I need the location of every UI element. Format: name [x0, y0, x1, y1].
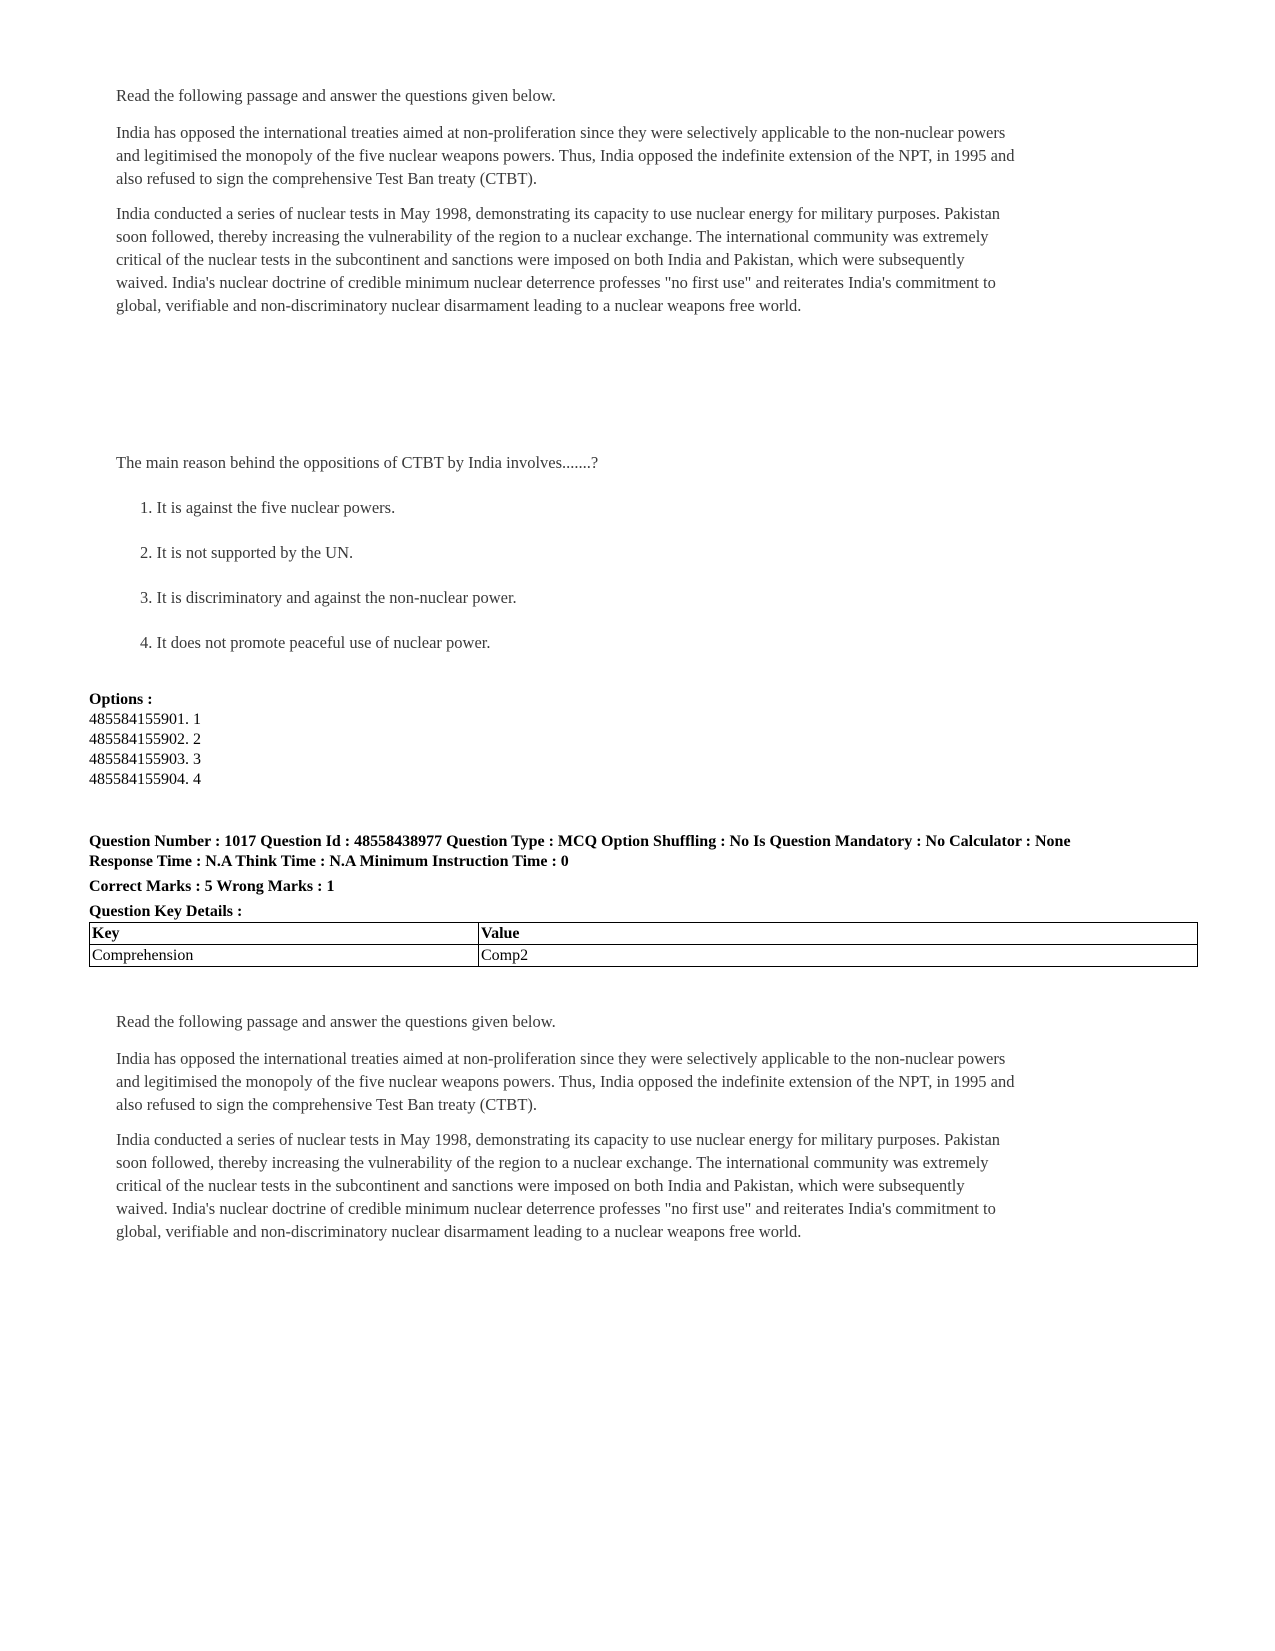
choice-item: 3. It is discriminatory and against the non-nuclear power.: [140, 588, 517, 607]
passage-paragraph: India has opposed the international treaties aimed at non-proliferation since they were selectively applicable to the non-nuclear powers and legitimised the monopoly of the five nuclear weapons powers. Thus, India opposed the indefinite extension of the NPT, in 1995 and also refused to sign the comprehensive Test Ban treaty (CTBT).: [116, 1049, 1015, 1114]
passage-top: [116, 84, 1016, 329]
marks-line: Correct Marks : 5 Wrong Marks : 1: [89, 878, 335, 895]
passage-paragraph: India conducted a series of nuclear tests in May 1998, demonstrating its capacity to use nuclear energy for military purposes. Pakistan soon followed, thereby increasing the vulnerability of the region to a nuclear exchange. The international community was extremely critical of the nuclear tests in the subcontinent and sanctions were imposed on both India and Pakistan, which were subsequently waived. India's nuclear doctrine of credible minimum nuclear deterrence professes "no first use" and reiterates India's commitment to global, verifiable and non-discriminatory nuclear disarmament leading to a nuclear weapons free world.: [116, 1130, 1001, 1241]
passage-bottom: [116, 1010, 1016, 1255]
question-info: [89, 832, 1209, 922]
passage-intro: Read the following passage and answer the questions given below.: [116, 86, 556, 105]
choice-list: [116, 496, 1016, 654]
option-item: 485584155904. 4: [89, 771, 201, 788]
table-header-value: Value: [479, 923, 1198, 945]
passage-intro: Read the following passage and answer the questions given below.: [116, 1012, 556, 1031]
option-item: 485584155902. 2: [89, 731, 201, 748]
table-header-key: Key: [90, 923, 479, 945]
question-text: The main reason behind the oppositions of CTBT by India involves.......?: [116, 453, 599, 472]
option-item: 485584155901. 1: [89, 711, 201, 728]
option-item: 485584155903. 3: [89, 751, 201, 768]
question-block: [116, 451, 1016, 676]
options-label: Options :: [89, 691, 153, 708]
table-cell: Comp2: [479, 945, 1198, 967]
options-block: [89, 690, 201, 790]
passage-paragraph: India has opposed the international treaties aimed at non-proliferation since they were selectively applicable to the non-nuclear powers and legitimised the monopoly of the five nuclear weapons powers. Thus, India opposed the indefinite extension of the NPT, in 1995 and also refused to sign the comprehensive Test Ban treaty (CTBT).: [116, 123, 1015, 188]
question-meta-line: Question Number : 1017 Question Id : 48558438977 Question Type : MCQ Option Shuffling : No Is Question Mandatory : No Calculator : None: [89, 833, 1071, 850]
key-details-table: [89, 922, 1198, 967]
choice-item: 2. It is not supported by the UN.: [140, 543, 354, 562]
table-cell: Comprehension: [90, 945, 479, 967]
table-header-row: [90, 923, 1198, 945]
key-details-label: Question Key Details :: [89, 903, 243, 920]
table-row: [90, 945, 1198, 967]
question-meta-line: Response Time : N.A Think Time : N.A Minimum Instruction Time : 0: [89, 853, 569, 870]
passage-paragraph: India conducted a series of nuclear tests in May 1998, demonstrating its capacity to use nuclear energy for military purposes. Pakistan soon followed, thereby increasing the vulnerability of the region to a nuclear exchange. The international community was extremely critical of the nuclear tests in the subcontinent and sanctions were imposed on both India and Pakistan, which were subsequently waived. India's nuclear doctrine of credible minimum nuclear deterrence professes "no first use" and reiterates India's commitment to global, verifiable and non-discriminatory nuclear disarmament leading to a nuclear weapons free world.: [116, 204, 1001, 315]
choice-item: 4. It does not promote peaceful use of nuclear power.: [140, 633, 491, 652]
choice-item: 1. It is against the five nuclear powers.: [140, 498, 396, 517]
